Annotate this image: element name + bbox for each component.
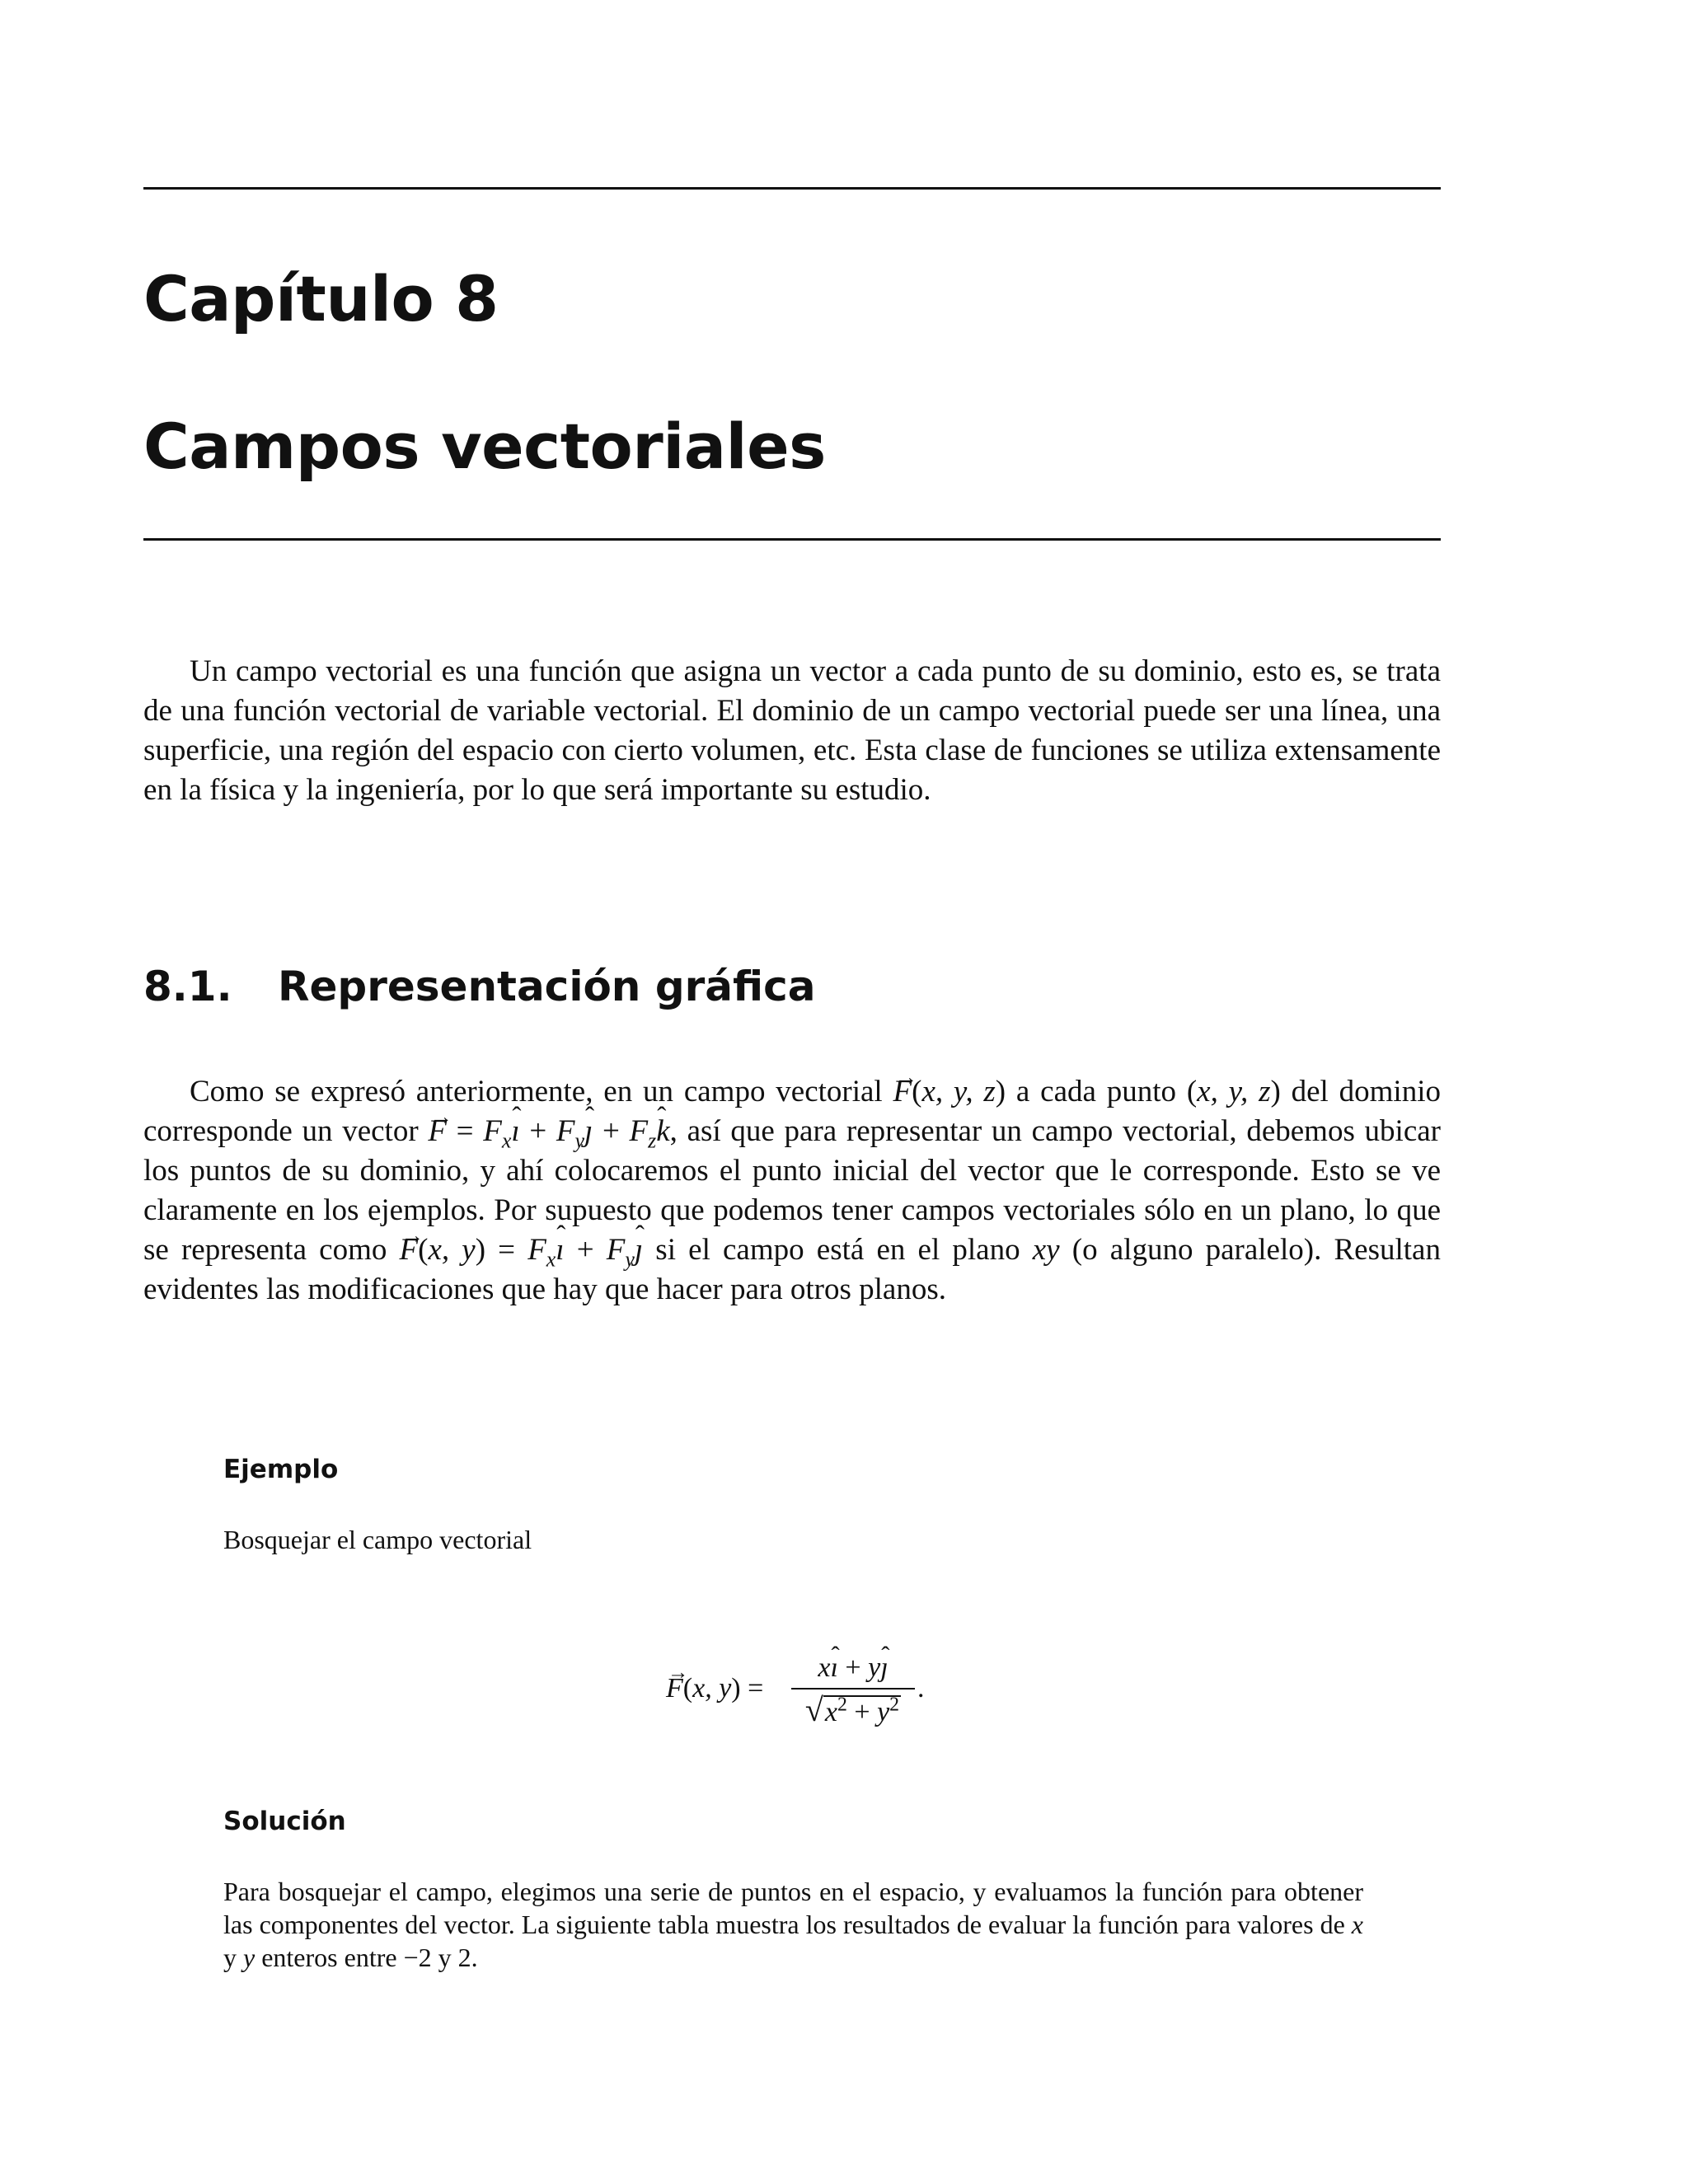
rep-text-2: a cada punto [1006, 1075, 1187, 1108]
section-title: Representación gráfica [278, 963, 816, 1010]
equation-denominator: $√x^2 + y^2$ [804, 1691, 900, 1728]
section-number: 8.1. [143, 963, 232, 1010]
example-heading: Ejemplo [223, 1455, 339, 1484]
solution-var-x: x [1351, 1910, 1363, 1939]
equation-fraction [791, 1650, 915, 1729]
chapter-title: Campos vectoriales [143, 410, 826, 483]
example-text: Bosquejar el campo vectorial [223, 1525, 532, 1554]
solution-text [223, 1875, 1363, 1974]
solution-text-1: Para bosquejar el campo, elegimos una serie de puntos en el espacio, y evaluamos la función para obtener las componentes del vector. La siguiente tabla muestra los resultados de evaluar la función para valores de [223, 1877, 1363, 1939]
plane-field-expression: → F(x, $y) = F_xˆ$ ı + $F_yˆ$ ȷ [400, 1233, 644, 1267]
solution-text-3: enteros entre −2 y 2. [255, 1943, 478, 1972]
rep-text-5: si el campo está en el plano [643, 1233, 1033, 1267]
equation-lhs: → F(x, y) = [666, 1673, 763, 1704]
bottom-rule [143, 538, 1441, 541]
field-expression: → F(x, y, z) [893, 1075, 1006, 1108]
point-expression: (x, y, z) [1186, 1075, 1281, 1108]
top-rule [143, 187, 1441, 190]
display-equation [666, 1650, 1012, 1741]
solution-text-2: y [223, 1943, 243, 1972]
intro-paragraph [143, 652, 1441, 810]
intro-text: Un campo vectorial es una función que asigna un vector a cada punto de su dominio, esto es, se trata de una función vectorial de variable vectorial. El dominio de un campo vectorial puede ser una línea, una superficie, una región del espacio con cierto volumen, etc. Esta clase de funciones se utiliza extensamente en la física y la ingeniería, por lo que será importante su estudio. [143, 654, 1441, 807]
section-heading [143, 963, 815, 1010]
vector-components-expression: → $F = F_xˆ$ ı + $F_yˆ$ ȷ + $F_zˆ$ k [428, 1114, 669, 1148]
representation-paragraph [143, 1072, 1441, 1310]
equation-numerator: xˆ ı + yˆ ȷ [791, 1650, 915, 1686]
rep-text-6: (o alguno paralelo). Resultan evidentes las modificaciones que hay que hacer para otros planos. [143, 1233, 1441, 1306]
plane-name: xy [1032, 1233, 1060, 1267]
equation-period: . [917, 1673, 925, 1704]
solution-var-y: y [243, 1943, 256, 1972]
rep-text-4: , así que para representar un campo vectorial, debemos ubicar los puntos de su dominio, y ahí colocaremos el punto inicial del vector que le corresponde. Esto se ve claramente en los ejemplos. Por supuesto que podemos tener campos vectoriales sólo en un plano, lo que se representa como [143, 1114, 1441, 1267]
solution-heading: Solución [223, 1807, 346, 1836]
rep-text-1: Como se expresó anteriormente, en un campo vectorial [190, 1075, 893, 1108]
fraction-bar [791, 1688, 915, 1690]
rep-text-3: del dominio corresponde un vector [143, 1075, 1441, 1148]
chapter-label: Capítulo 8 [143, 262, 499, 335]
